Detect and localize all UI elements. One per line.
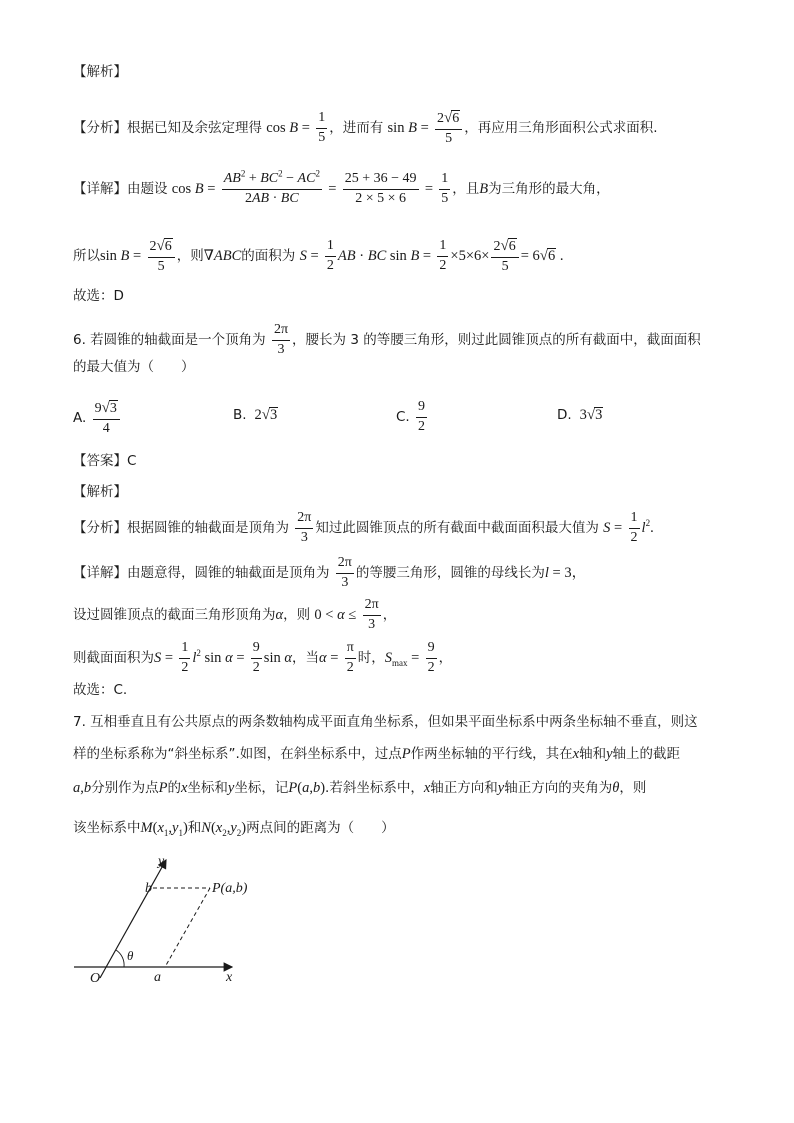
label-origin: O: [90, 971, 101, 986]
q7-line3: a,b分别作为点P的x坐标和y坐标，记P(a,b).若斜坐标系中，x轴正方向和y轴正方向的夹角为θ，则: [73, 780, 647, 796]
q6-line-a2: ，则: [283, 607, 311, 624]
q7-line3-g: 轴正方向的夹角为: [504, 780, 613, 796]
q5-xiangjie-text-a: 由题设: [127, 181, 168, 198]
q7-line3-b: 的: [167, 780, 181, 796]
q6-xiangjie-a: 由题意得，圆锥的轴截面是顶角为: [127, 565, 330, 582]
option-a: A. $\frac{9√3}{4}$: [73, 400, 122, 436]
label-theta: θ: [127, 948, 134, 963]
q7-line3-e: .若斜坐标系中，: [325, 780, 424, 796]
theta-arc: [116, 950, 124, 967]
q6-stem-line1: [73, 323, 701, 357]
fraction-cosine-law: $\frac{AB^2 + BC^2 - AC^2}{2AB \cdot BC}$: [223, 168, 320, 206]
q6-jiexi-tag: 【解析】: [73, 484, 127, 500]
math-cosb-2: cos B =: [171, 181, 216, 198]
fraction-one-fifth: $\frac{1}{5}$: [318, 110, 326, 145]
q7-line3-a: 分别作为点: [91, 780, 159, 796]
q6-xiangjie-line: 【详解】由题意得，圆锥的轴截面是顶角为 $\frac{2\pi}{3}$ 的等腰三角形，圆锥的母线长为l = 3，: [73, 555, 587, 590]
q5-xiangjie-text-b: ，且: [452, 181, 480, 198]
option-b: B. 2√3: [233, 407, 278, 423]
q6-fenxi-b: 知过此圆锥顶点的所有截面中截面面积最大值为: [315, 520, 599, 537]
q6-line-b: 则截面面积为: [73, 650, 154, 667]
fenxi-tag: 【分析】: [73, 120, 127, 137]
q7-line4: 该坐标系中$M(x_1,y_1)$和$N(x_2,y_2)$两点间的距离为（ ）: [73, 820, 395, 838]
option-d-label: D.: [557, 407, 572, 423]
q7-line2-c: 轴和: [579, 746, 607, 762]
dashed-line-pa: [165, 888, 210, 967]
q5-answer-line: 故选：D: [73, 288, 124, 304]
q5-xiangjie-line: 【详解】由题设 cos B = $\frac{AB^2 + BC^2 - AC^2}{2AB \cdot BC}$ = $\frac{25 + 36 - 49}{2 \times 5 \times 6}$ = $\frac{1}{5}$ ，且B为三角形的最大角，: [73, 168, 610, 206]
fenxi-tag-2: 【分析】: [73, 520, 127, 537]
math-sinb: sin B =: [387, 120, 429, 137]
q6-answer-final: 故选：C.: [73, 682, 128, 698]
q5-fenxi-line: [73, 110, 658, 146]
q5-fenxi-text-a: 根据已知及余弦定理得: [127, 120, 262, 137]
q5-line4-text-a: 所以: [73, 248, 100, 265]
q7-line4-b: 和: [187, 820, 202, 836]
q5-fenxi-text-c: ，再应用三角形面积公式求面积.: [464, 120, 658, 137]
q7-line4-a: 该坐标系中: [73, 820, 141, 836]
q5-area-line: 所以sin B = $\frac{2√6}{5}$ ，则∇ABC的面积为 S = $\frac{1}{2}$ AB · BC sin B = $\frac{1}{2}$ ×5×6× $\frac{2√6}{5}$ = 6√6 .: [73, 238, 564, 274]
option-d: D. 3√3: [557, 407, 603, 423]
q7-line3-c: 坐标和: [187, 780, 228, 796]
q7-line2-b: 作两坐标轴的平行线，其在: [410, 746, 573, 762]
option-b-label: B.: [233, 407, 247, 423]
jiexi-tag: [73, 66, 127, 80]
label-x: x: [226, 970, 233, 985]
q7-line2-d: 轴上的截距: [612, 746, 681, 762]
q5-fenxi-text-b: ，进而有: [329, 120, 384, 137]
option-c: C. $\frac{9}{2}$: [396, 399, 426, 434]
q6-line-a: 设过圆锥顶点的截面三角形顶角为: [73, 607, 276, 624]
fraction-2root6-over-5: $\frac{2√6}{5}$: [435, 110, 462, 146]
daan-tag: 【答案】: [73, 453, 127, 469]
oblique-axes-figure: [66, 850, 266, 990]
q6-line-b2: ，当: [291, 650, 319, 667]
option-c-label: C.: [396, 409, 410, 426]
q5-line4-text-b: ，则: [176, 248, 204, 265]
q6-answer-line: [73, 455, 136, 469]
q6-area-line: 则截面面积为S = $\frac{1}{2}$ $l^2$ sin α = $\frac{9}{2}$ sin α，当α = $\frac{\pi}{2}$ 时，$S_{max}$ = $\frac{9}{2}$ ，: [73, 640, 453, 675]
q6-stem-line2: 的最大值为（ ）: [73, 359, 195, 375]
label-b: b: [145, 881, 152, 896]
xiangjie-tag: 【详解】: [73, 181, 127, 198]
label-point-p: P(a,b): [212, 881, 248, 896]
q7-line3-h: ，则: [619, 780, 647, 796]
tag-text: 【解析】: [73, 64, 127, 80]
q6-stem-a: 6. 若圆锥的轴截面是一个顶角为: [73, 332, 266, 349]
q7-line4-c: 两点间的距离为（ ）: [246, 820, 395, 836]
q7-line2: 样的坐标系称为“斜坐标系”.如图，在斜坐标系中，过点P作两坐标轴的平行线，其在x轴和y轴上的截距: [73, 746, 681, 762]
xiangjie-tag-2: 【详解】: [73, 565, 127, 582]
q7-line2-a: 样的坐标系称为“斜坐标系”.如图，在斜坐标系中，过点: [73, 746, 402, 762]
q6-fenxi-a: 根据圆锥的轴截面是顶角为: [127, 520, 289, 537]
q7-line1: 7. 互相垂直且有公共原点的两条数轴构成平面直角坐标系，但如果平面坐标系中两条坐标轴不垂直，则这: [73, 714, 698, 730]
q6-answer: C: [127, 453, 137, 469]
fraction-2root6-over-5-b: $\frac{2√6}{5}$: [148, 238, 175, 274]
q6-line-b3: 时，: [357, 650, 385, 667]
q6-xiangjie-b: 的等腰三角形，圆锥的母线长为: [355, 565, 545, 582]
q5-xiangjie-text-c: 为三角形的最大角，: [488, 181, 610, 198]
option-a-label: A.: [73, 410, 87, 427]
q6-stem-b: ，腰长为 3 的等腰三角形，则过此圆锥顶点的所有截面中，截面面积: [292, 332, 701, 349]
q7-line3-d: 坐标，记: [234, 780, 289, 796]
q6-fenxi-line: 【分析】根据圆锥的轴截面是顶角为 $\frac{2\pi}{3}$ 知过此圆锥顶点的所有截面中截面面积最大值为 S = $\frac{1}{2}$ $l^2$.: [73, 510, 654, 545]
math-cosb: cos B =: [266, 120, 310, 137]
label-a: a: [154, 970, 161, 985]
q5-line4-text-c: 的面积为: [241, 248, 296, 265]
fraction-numeric: $\frac{25 + 36 - 49}{2 \times 5 \times 6}$: [344, 171, 417, 206]
q7-line3-f: 轴正方向和: [430, 780, 498, 796]
q6-angle-line: 设过圆锥顶点的截面三角形顶角为α，则 0 < α ≤ $\frac{2\pi}{3}$ ，: [73, 597, 397, 632]
label-y: y: [158, 854, 165, 869]
fraction-one-fifth-2: $\frac{1}{5}$: [441, 171, 449, 206]
fraction-2pi-over-3: $\frac{2\pi}{3}$: [273, 322, 289, 357]
